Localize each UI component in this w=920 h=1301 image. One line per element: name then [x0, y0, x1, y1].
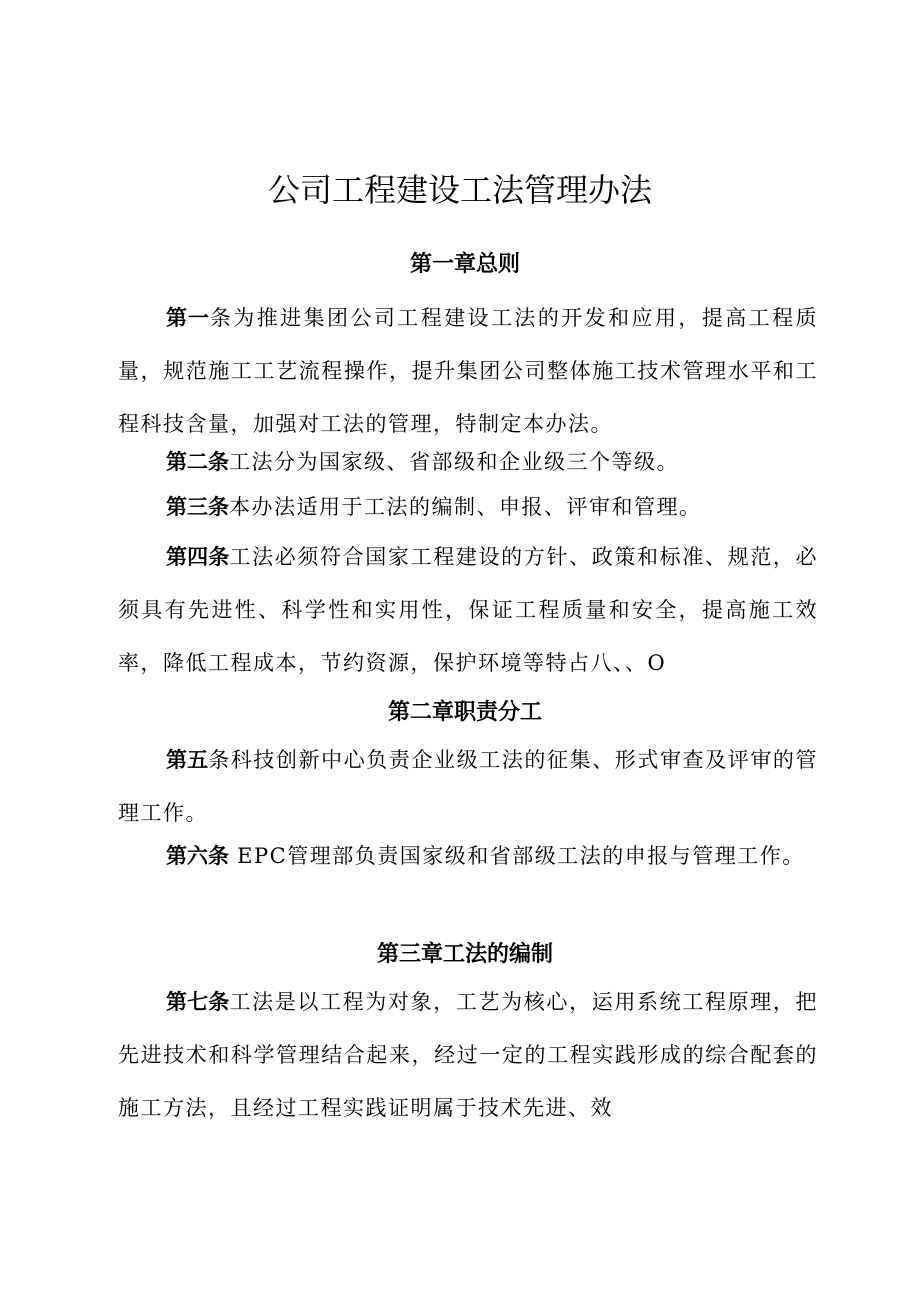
article-label: 第七条: [166, 990, 230, 1014]
article-1: [118, 292, 818, 451]
article-7: [118, 976, 818, 1135]
chapter-heading: 第二章职责分工: [387, 700, 542, 725]
article-3: [118, 481, 818, 534]
article-label: 第五: [166, 748, 209, 772]
document-title: 公司工程建设工法管理办法: [267, 171, 652, 209]
article-5: [118, 734, 818, 840]
article-label: 第一: [166, 306, 210, 330]
chapter-heading: 第三章工法的编制: [376, 942, 553, 967]
article-text: 工法分为国家级、省部级和企业级三个等级。: [229, 450, 679, 474]
chapter-heading: 第一章总则: [409, 252, 520, 277]
article-label: 第二条: [166, 450, 229, 474]
article-text: 本办法适用于工法的编制、申报、评审和管理。: [229, 495, 702, 519]
article-text: EPC管理部负责国家级和省部级工法的申报与管理工作。: [229, 844, 805, 868]
article-text: 条科技创新中心负责企业级工法的征集、形式审查及评审的管理工作。: [118, 748, 819, 825]
article-label: 第四条: [166, 545, 230, 569]
article-text: 工法必须符合国家工程建设的方针、政策和标准、规范，必须具有先进性、科学性和实用性，保证工程质量和安全，提高施工效率，降低工程成本，节约资源，保护环境等特占八、、O: [118, 545, 819, 675]
article-text: 工法是以工程为对象，工艺为核心，运用系统工程原理，把先进技术和科学管理结合起来，经过一定的工程实践形成的综合配套的施工方法，且经过工程实践证明属于技术先进、效: [118, 990, 819, 1120]
article-label: 第三条: [166, 495, 229, 519]
article-6: [118, 830, 818, 883]
article-label: 第六条: [166, 844, 229, 868]
article-4: [118, 531, 818, 690]
article-text: 条为推进集团公司工程建设工法的开发和应用，提高工程质量，规范施工工艺流程操作，提升集团公司整体施工技术管理水平和工程科技含量，加强对工法的管理，特制定本办法。: [118, 306, 819, 436]
